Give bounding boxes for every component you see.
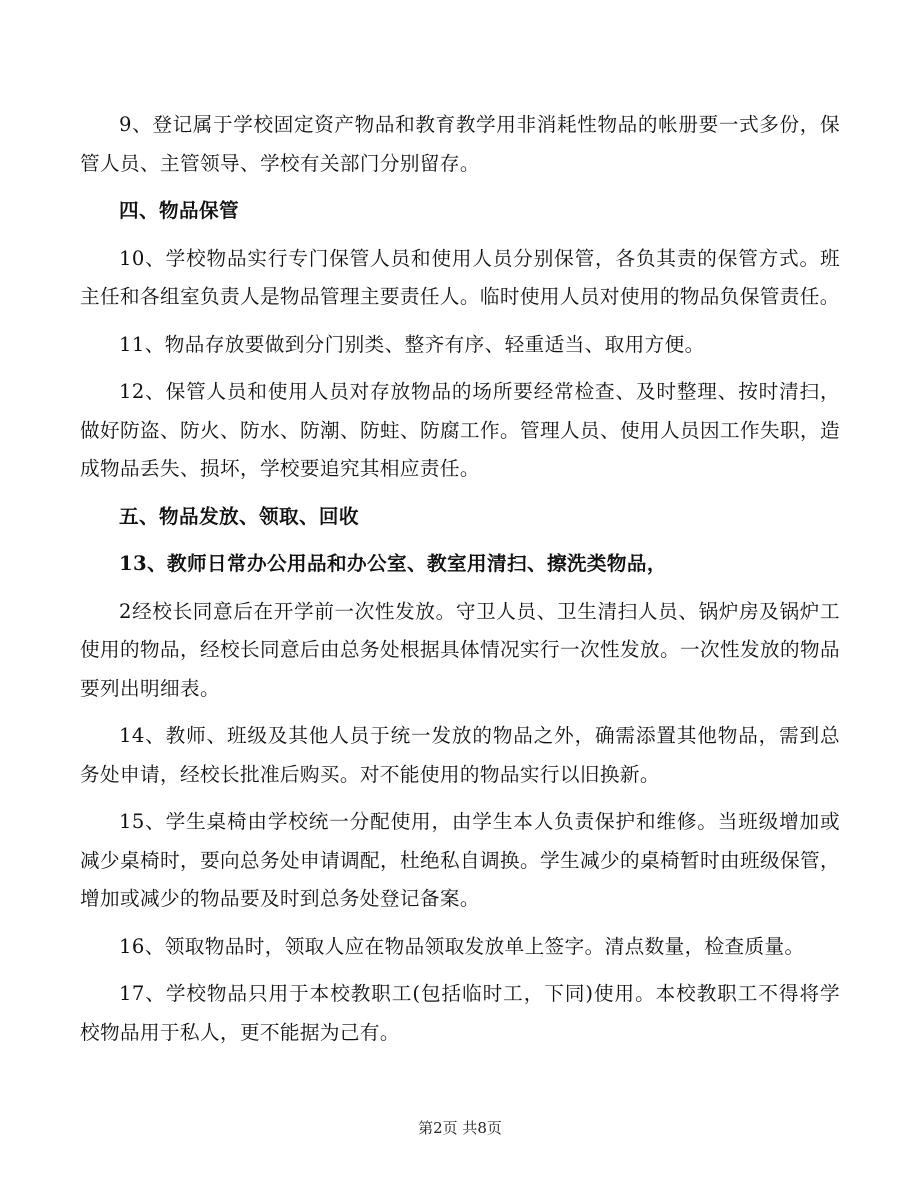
paragraph-10: 10、学校物品实行专门保管人员和使用人员分别保管，各负其责的保管方式。班主任和各组室负责人是物品管理主要责任人。临时使用人员对使用的物品负保管责任。 xyxy=(80,246,840,308)
paragraph-15: 15、学生桌椅由学校统一分配使用，由学生本人负责保护和维修。当班级增加或减少桌椅时，要向总务处申请调配，杜绝私自调换。学生减少的桌椅暂时由班级保管，增加或减少的物品要及时到总务处登记备案。 xyxy=(80,810,840,910)
paragraph-12: 12、保管人员和使用人员对存放物品的场所要经常检查、及时整理、按时清扫，做好防盗、防火、防水、防潮、防蛀、防腐工作。管理人员、使用人员因工作失职，造成物品丢失、损坏，学校要追究其相应责任。 xyxy=(80,380,840,480)
section-heading-5: 五、物品发放、领取、回收 xyxy=(119,504,359,528)
page-number-footer: 第2页 共8页 xyxy=(418,1119,502,1137)
paragraph-9: 9、登记属于学校固定资产物品和教育教学用非消耗性物品的帐册要一式多份，保管人员、主管领导、学校有关部门分别留存。 xyxy=(80,113,840,175)
paragraph-11: 11、物品存放要做到分门别类、整齐有序、轻重适当、取用方便。 xyxy=(119,332,705,356)
paragraph-13-continued: 2经校长同意后在开学前一次性发放。守卫人员、卫生清扫人员、锅炉房及锅炉工使用的物品，经校长同意后由总务处根据具体情况实行一次性发放。一次性发放的物品要列出明细表。 xyxy=(80,599,840,700)
paragraph-16: 16、领取物品时，领取人应在物品领取发放单上签字。清点数量，检查质量。 xyxy=(119,934,805,958)
document-body xyxy=(80,106,840,1061)
paragraph-14: 14、教师、班级及其他人员于统一发放的物品之外，确需添置其他物品，需到总务处申请，经校长批准后购买。对不能使用的物品实行以旧换新。 xyxy=(80,724,840,786)
paragraph-17: 17、学校物品只用于本校教职工(包括临时工，下同)使用。本校教职工不得将学校物品用于私人，更不能据为己有。 xyxy=(80,982,840,1044)
paragraph-13: 13、教师日常办公用品和办公室、教室用清扫、擦洗类物品， xyxy=(119,552,667,575)
section-heading-4: 四、物品保管 xyxy=(119,199,239,222)
